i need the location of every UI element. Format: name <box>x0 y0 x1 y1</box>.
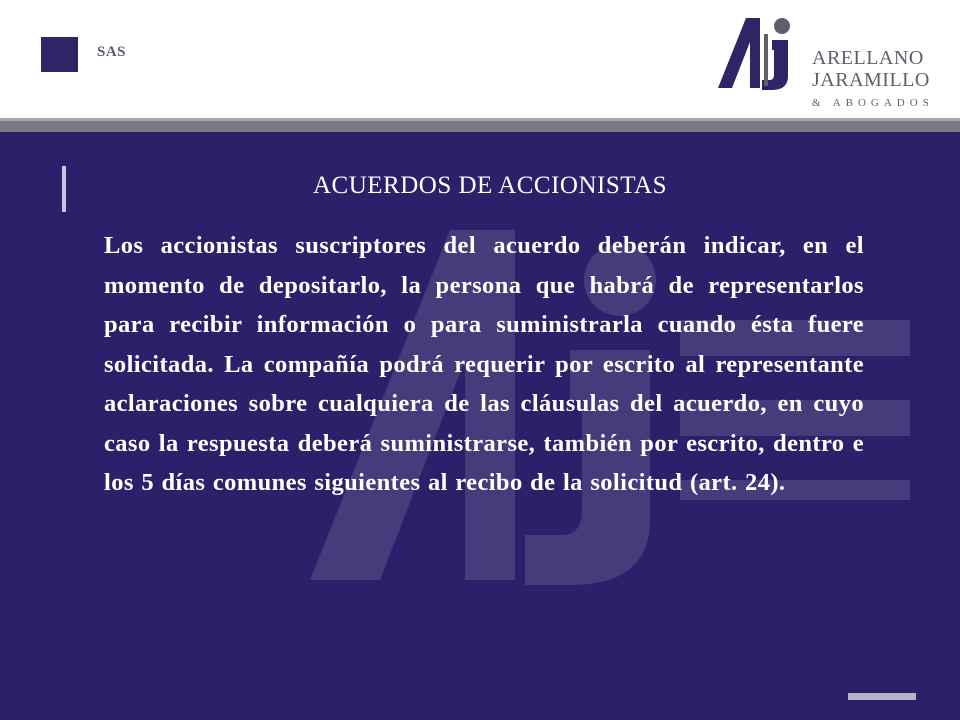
header <box>0 0 960 118</box>
logo-line-1: ARELLANO <box>812 47 924 69</box>
logo-monogram-icon <box>716 12 816 92</box>
slide-body-text: Los accionistas suscriptores del acuerdo deberán indicar, en el momento de depositarlo, la persona que habrá de representarlos para recibir información o para suministrarla cuando ésta fuere solicitada. La compañía podrá requerir por escrito al representante aclaraciones sobre cualquiera de las cláusulas del acuerdo, en cuyo caso la respuesta deberá suministrarse, también por escrito, dentro e los 5 días comunes siguientes al recibo de la solicitud (art. 24). <box>104 232 864 496</box>
header-label: SAS <box>97 44 127 60</box>
header-divider-highlight <box>0 118 960 121</box>
slide-title: ACUERDOS DE ACCIONISTAS <box>313 172 667 199</box>
header-square <box>41 37 78 72</box>
logo-line-2: JARAMILLO <box>812 69 930 91</box>
logo-line-3: & ABOGADOS <box>812 97 934 109</box>
company-logo <box>716 12 936 112</box>
footer-bar <box>848 693 916 700</box>
